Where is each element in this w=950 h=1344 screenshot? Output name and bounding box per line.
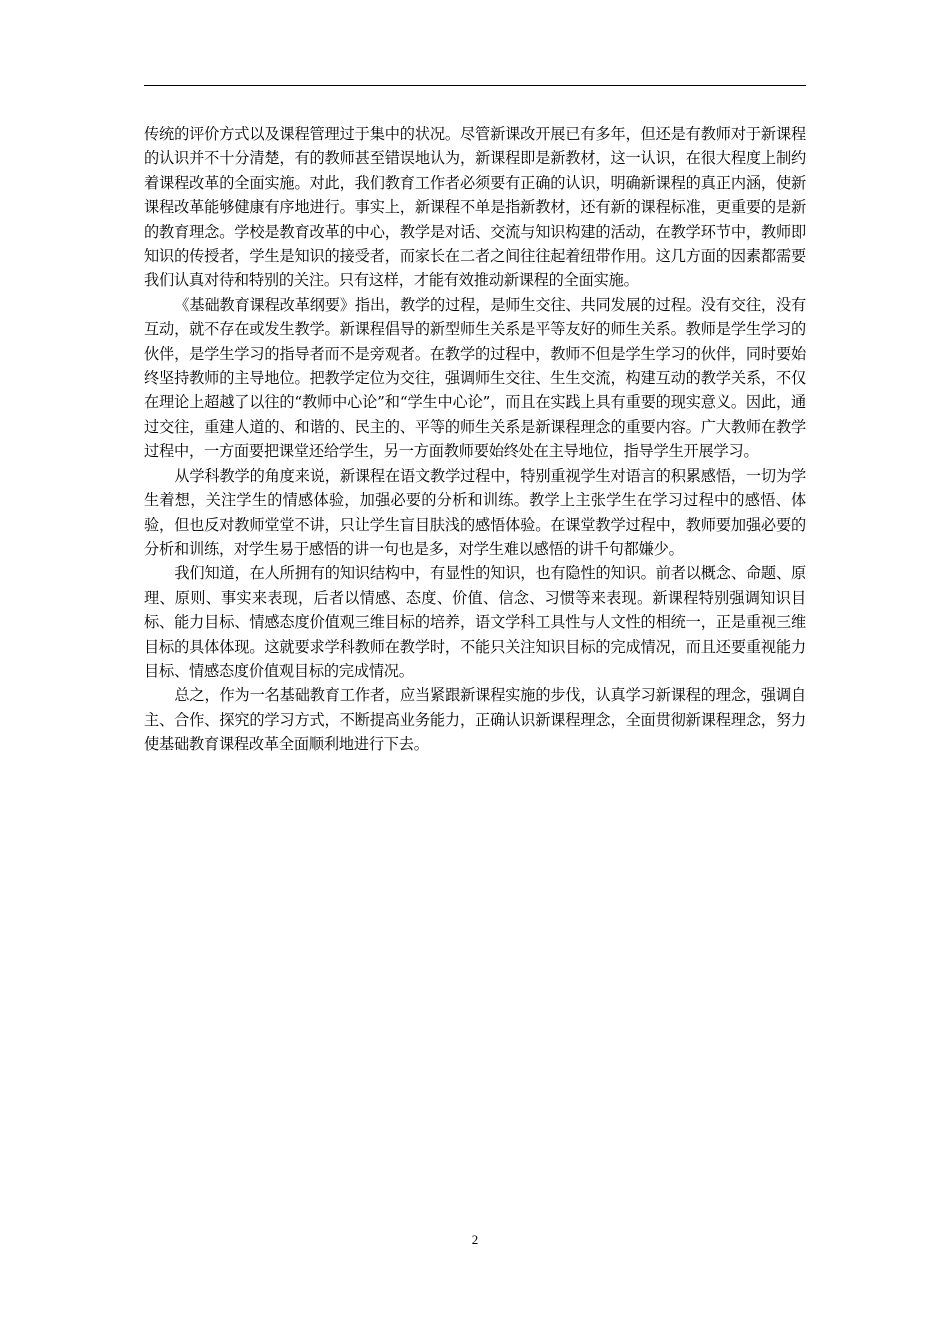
paragraph-3: 从学科教学的角度来说，新课程在语文教学过程中，特别重视学生对语言的积累感悟，一切为学生着想，关注学生的情感体验，加强必要的分析和训练。教学上主张学生在学习过程中的感悟、体验，但也反对教师堂堂不讲，只让学生盲目肤浅的感悟体验。在课堂教学过程中，教师要加强必要的分析和训练，对学生易于感悟的讲一句也是多，对学生难以感悟的讲千句都嫌少。 xyxy=(144,466,806,558)
document-body xyxy=(144,122,806,757)
paragraph-1: 传统的评价方式以及课程管理过于集中的状况。尽管新课改开展已有多年，但还是有教师对于新课程的认识并不十分清楚，有的教师甚至错误地认为，新课程即是新教材，这一认识，在很大程度上制约着课程改革的全面实施。对此，我们教育工作者必须要有正确的认识，明确新课程的真正内涵，使新课程改革能够健康有序地进行。事实上，新课程不单是指新教材，还有新的课程标准，更重要的是新的教育理念。学校是教育改革的中心，教学是对话、交流与知识构建的活动，在教学环节中，教师即知识的传授者，学生是知识的接受者，而家长在二者之间往往起着纽带作用。这几方面的因素都需要我们认真对待和特别的关注。只有这样，才能有效推动新课程的全面实施。 xyxy=(144,125,806,290)
paragraph-2: 《基础教育课程改革纲要》指出，教学的过程，是师生交往、共同发展的过程。没有交往，没有互动，就不存在或发生教学。新课程倡导的新型师生关系是平等友好的师生关系。教师是学生学习的伙伴，是学生学习的指导者而不是旁观者。在教学的过程中，教师不但是学生学习的伙伴，同时要始终坚持教师的主导地位。把教学定位为交往，强调师生交往、生生交流，构建互动的教学关系，不仅在理论上超越了以往的“教师中心论”和“学生中心论”，而且在实践上具有重要的现实意义。因此，通过交往，重建人道的、和谐的、民主的、平等的师生关系是新课程理念的重要内容。广大教师在教学过程中，一方面要把课堂还给学生，另一方面教师要始终处在主导地位，指导学生开展学习。 xyxy=(144,295,806,461)
paragraph-4: 我们知道，在人所拥有的知识结构中，有显性的知识，也有隐性的知识。前者以概念、命题、原理、原则、事实来表现，后者以情感、态度、价值、信念、习惯等来表现。新课程特别强调知识目标、能力目标、情感态度价值观三维目标的培养，语文学科工具性与人文性的相统一，正是重视三维目标的具体体现。这就要求学科教师在教学时，不能只关注知识目标的完成情况，而且还要重视能力目标、情感态度价值观目标的完成情况。 xyxy=(144,564,806,680)
paragraph-5: 总之，作为一名基础教育工作者，应当紧跟新课程实施的步伐，认真学习新课程的理念，强调自主、合作、探究的学习方式，不断提高业务能力，正确认识新课程理念，全面贯彻新课程理念，努力使基础教育课程改革全面顺利地进行下去。 xyxy=(144,686,806,754)
header-rule xyxy=(144,85,806,86)
page-number: 2 xyxy=(471,1232,479,1247)
